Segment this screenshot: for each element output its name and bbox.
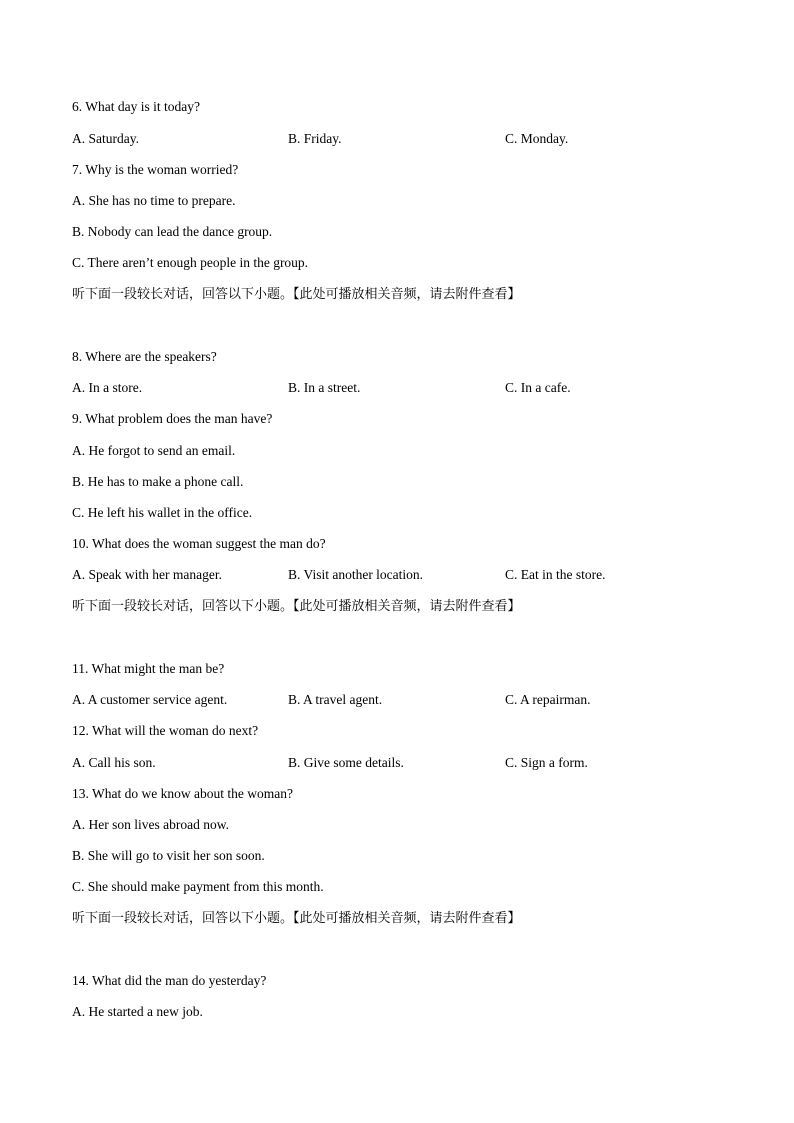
option-b: B. Visit another location.	[288, 567, 424, 582]
option-c: C. A repairman.	[505, 692, 591, 707]
question-6: 6. What day is it today?	[72, 99, 200, 114]
option-b: B. Friday.	[288, 131, 342, 146]
question-9: 9. What problem does the man have?	[72, 411, 273, 426]
question-8: 8. Where are the speakers?	[72, 349, 217, 364]
option-b: B. Give some details.	[288, 755, 404, 770]
option-b: B. In a street.	[288, 380, 361, 395]
option-a: A. Call his son.	[72, 755, 156, 770]
question-13-option-b: B. She will go to visit her son soon.	[72, 848, 265, 863]
question-11: 11. What might the man be?	[72, 661, 225, 676]
listening-instruction-2: 听下面一段较长对话，回答以下小题。【此处可播放相关音频，请去附件查看】	[72, 599, 521, 614]
question-7: 7. Why is the woman worried?	[72, 162, 239, 177]
option-a: A. Speak with her manager.	[72, 567, 222, 582]
option-a: A. A customer service agent.	[72, 692, 228, 707]
listening-instruction-1: 听下面一段较长对话，回答以下小题。【此处可播放相关音频，请去附件查看】	[72, 287, 521, 302]
question-9-option-c: C. He left his wallet in the office.	[72, 505, 253, 520]
option-b: B. A travel agent.	[288, 692, 383, 707]
question-7-option-a: A. She has no time to prepare.	[72, 193, 236, 208]
question-7-option-c: C. There aren’t enough people in the group.	[72, 255, 309, 270]
listening-instruction-3: 听下面一段较长对话，回答以下小题。【此处可播放相关音频，请去附件查看】	[72, 911, 521, 926]
question-7-option-b: B. Nobody can lead the dance group.	[72, 224, 273, 239]
question-14-option-a: A. He started a new job.	[72, 1004, 203, 1019]
question-13-option-c: C. She should make payment from this month.	[72, 879, 324, 894]
question-10: 10. What does the woman suggest the man do?	[72, 536, 326, 551]
question-14: 14. What did the man do yesterday?	[72, 973, 267, 988]
option-c: C. Monday.	[505, 131, 569, 146]
option-a: A. Saturday.	[72, 131, 139, 146]
option-c: C. Eat in the store.	[505, 567, 606, 582]
question-13-option-a: A. Her son lives abroad now.	[72, 817, 229, 832]
question-9-option-b: B. He has to make a phone call.	[72, 474, 244, 489]
option-c: C. Sign a form.	[505, 755, 588, 770]
question-9-option-a: A. He forgot to send an email.	[72, 443, 236, 458]
question-13: 13. What do we know about the woman?	[72, 786, 293, 801]
option-c: C. In a cafe.	[505, 380, 571, 395]
option-a: A. In a store.	[72, 380, 143, 395]
question-12: 12. What will the woman do next?	[72, 723, 259, 738]
